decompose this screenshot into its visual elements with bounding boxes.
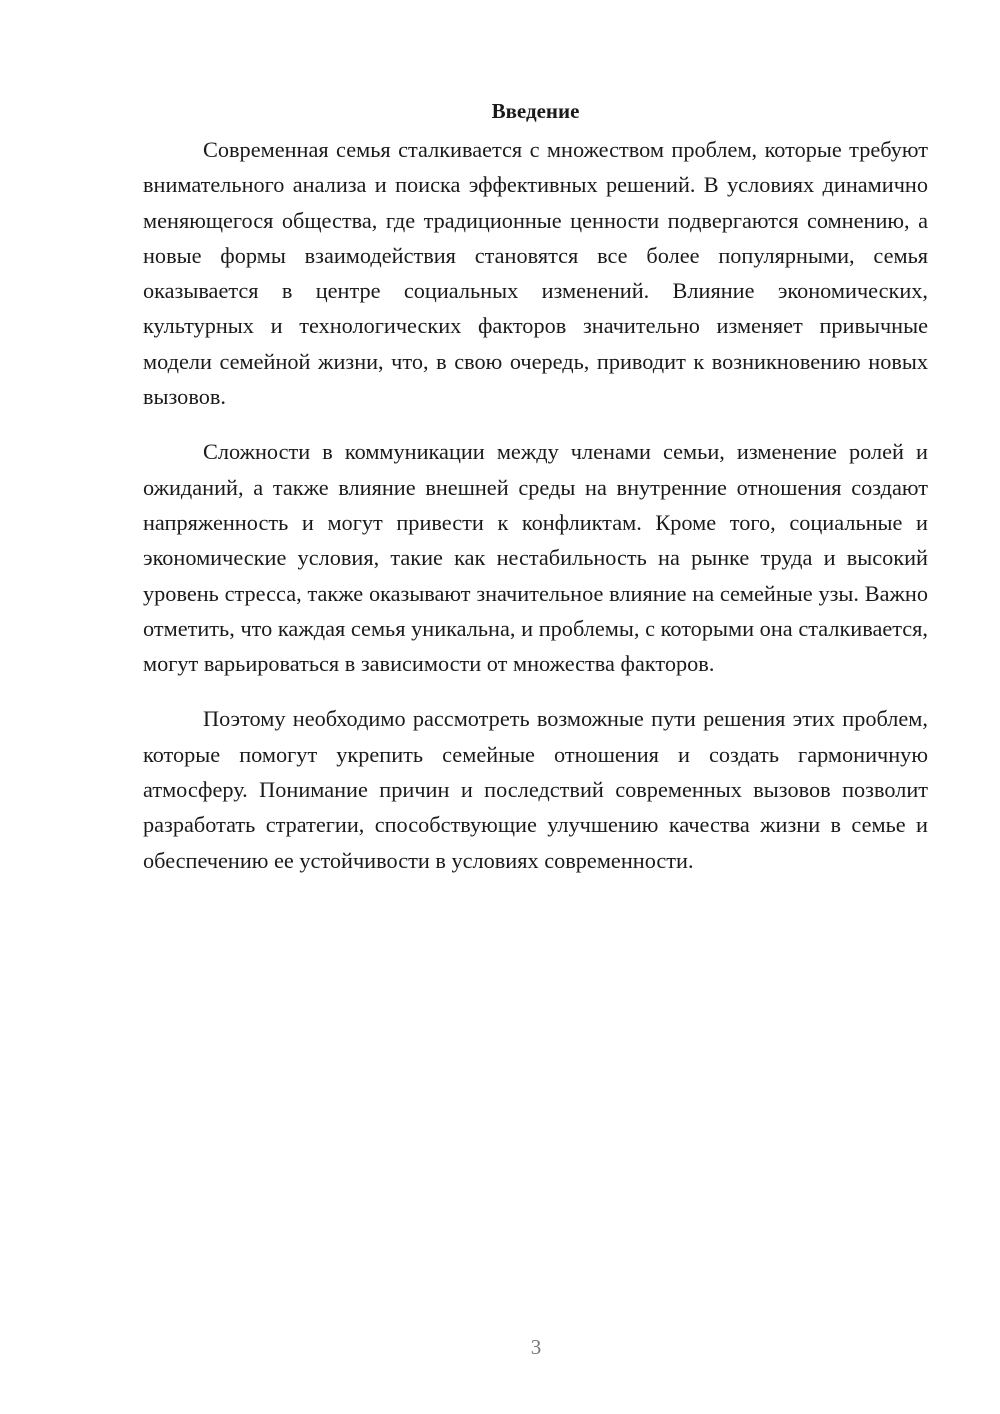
paragraph-3: Поэтому необходимо рассмотреть возможные пути решения этих проблем, которые помогут укрепить семейные отношения и создать гармоничную атмосферу. Понимание причин и последствий современных вызовов позволит разработать стратегии, способствующие улучшению качества жизни в семье и обеспечению ее устойчивости в условиях современности. bbox=[143, 706, 928, 873]
section-title: Введение bbox=[491, 99, 580, 123]
paragraph-2: Сложности в коммуникации между членами семьи, изменение ролей и ожиданий, а также влияние внешней среды на внутренние отношения создают напряженность и могут привести к конфликтам. Кроме того, социальные и экономические условия, такие как нестабильность на рынке труда и высокий уровень стресса, также оказывают значительное влияние на семейные узы. Важно отметить, что каждая семья уникальна, и проблемы, с которыми она сталкивается, могут варьироваться в зависимости от множества факторов. bbox=[143, 439, 928, 677]
paragraph-1: Современная семья сталкивается с множеством проблем, которые требуют внимательного анализа и поиска эффективных решений. В условиях динамично меняющегося общества, где традиционные ценности подвергаются сомнению, а новые формы взаимодействия становятся все более популярными, семья оказывается в центре социальных изменений. Влияние экономических, культурных и технологических факторов значительно изменяет привычные модели семейной жизни, что, в свою очередь, приводит к возникновению новых вызовов. bbox=[143, 137, 928, 410]
page-number: 3 bbox=[530, 1335, 542, 1359]
page-content bbox=[143, 96, 928, 898]
